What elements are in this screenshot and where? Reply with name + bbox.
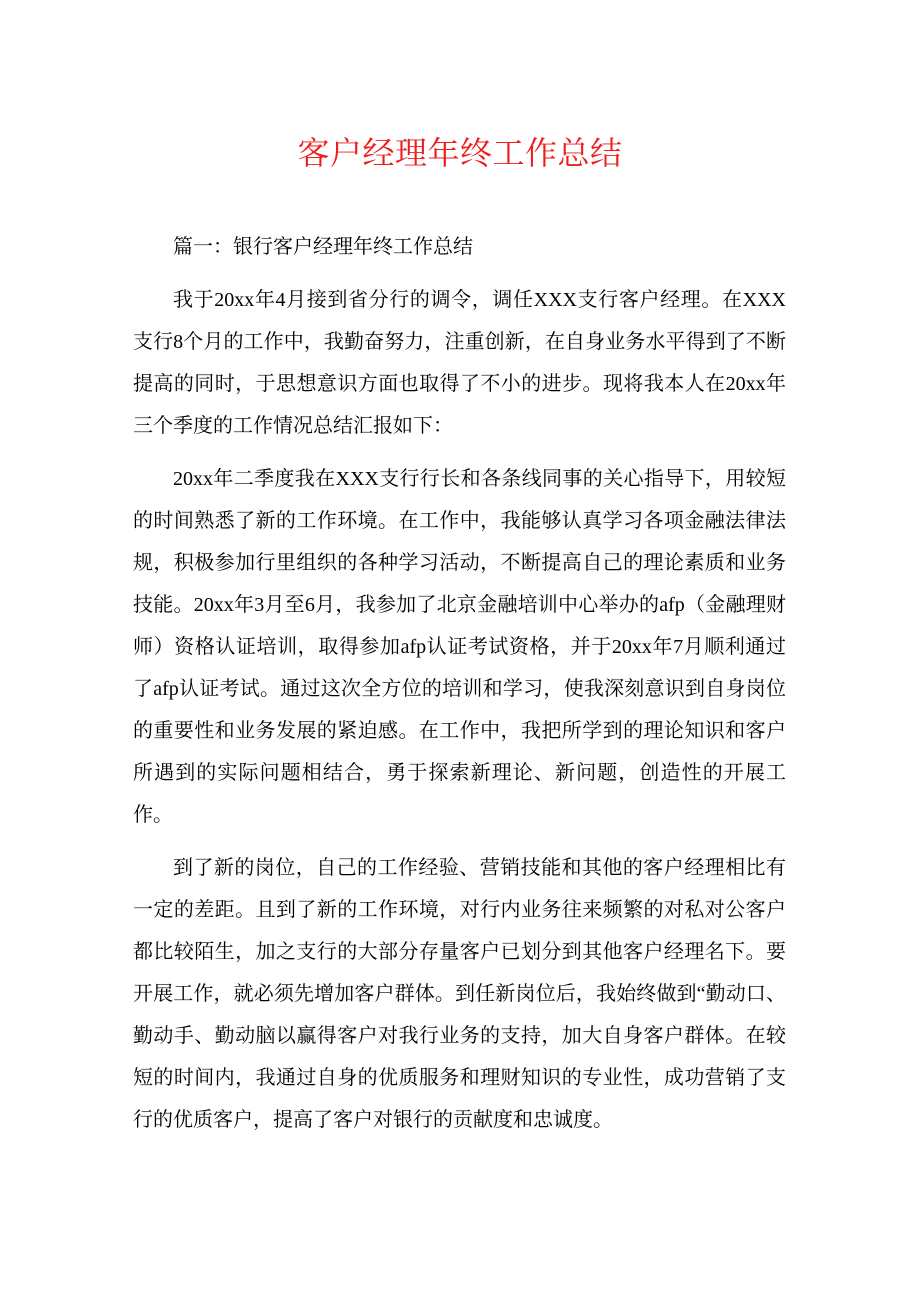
paragraph-second-quarter: 20xx年二季度我在XXX支行行长和各条线同事的关心指导下，用较短的时间熟悉了新的工作环境。在工作中，我能够认真学习各项金融法律法规，积极参加行里组织的各种学习活动，不断提高自己的理论素质和业务技能。20xx年3月至6月，我参加了北京金融培训中心举办的afp（金融理财师）资格认证培训，取得参加afp认证考试资格，并于20xx年7月顺利通过了afp认证考试。通过这次全方位的培训和学习，使我深刻意识到自身岗位的重要性和业务发展的紧迫感。在工作中，我把所学到的理论知识和客户所遇到的实际问题相结合，勇于探索新理论、新问题，创造性的开展工作。 xyxy=(133,468,786,826)
paragraph-intro: 我于20xx年4月接到省分行的调令，调任XXX支行客户经理。在XXX支行8个月的工作中，我勤奋努力，注重创新，在自身业务水平得到了不断提高的同时，于思想意识方面也取得了不小的进步。现将我本人在20xx年三个季度的工作情况总结汇报如下： xyxy=(133,289,786,437)
paragraph-new-position: 到了新的岗位，自己的工作经验、营销技能和其他的客户经理相比有一定的差距。且到了新的工作环境，对行内业务往来频繁的对私对公客户都比较陌生，加之支行的大部分存量客户已划分到其他客户经理名下。要开展工作，就必须先增加客户群体。到任新岗位后，我始终做到“勤动口、勤动手、勤动脑以赢得客户对我行业务的支持，加大自身客户群体。在较短的时间内，我通过自身的优质服务和理财知识的专业性，成功营销了支行的优质客户，提高了客户对银行的贡献度和忠诚度。 xyxy=(133,857,786,1131)
section-heading: 篇一：银行客户经理年终工作总结 xyxy=(173,236,473,258)
document-body xyxy=(133,226,786,1141)
document-title: 客户经理年终工作总结 xyxy=(297,134,623,172)
